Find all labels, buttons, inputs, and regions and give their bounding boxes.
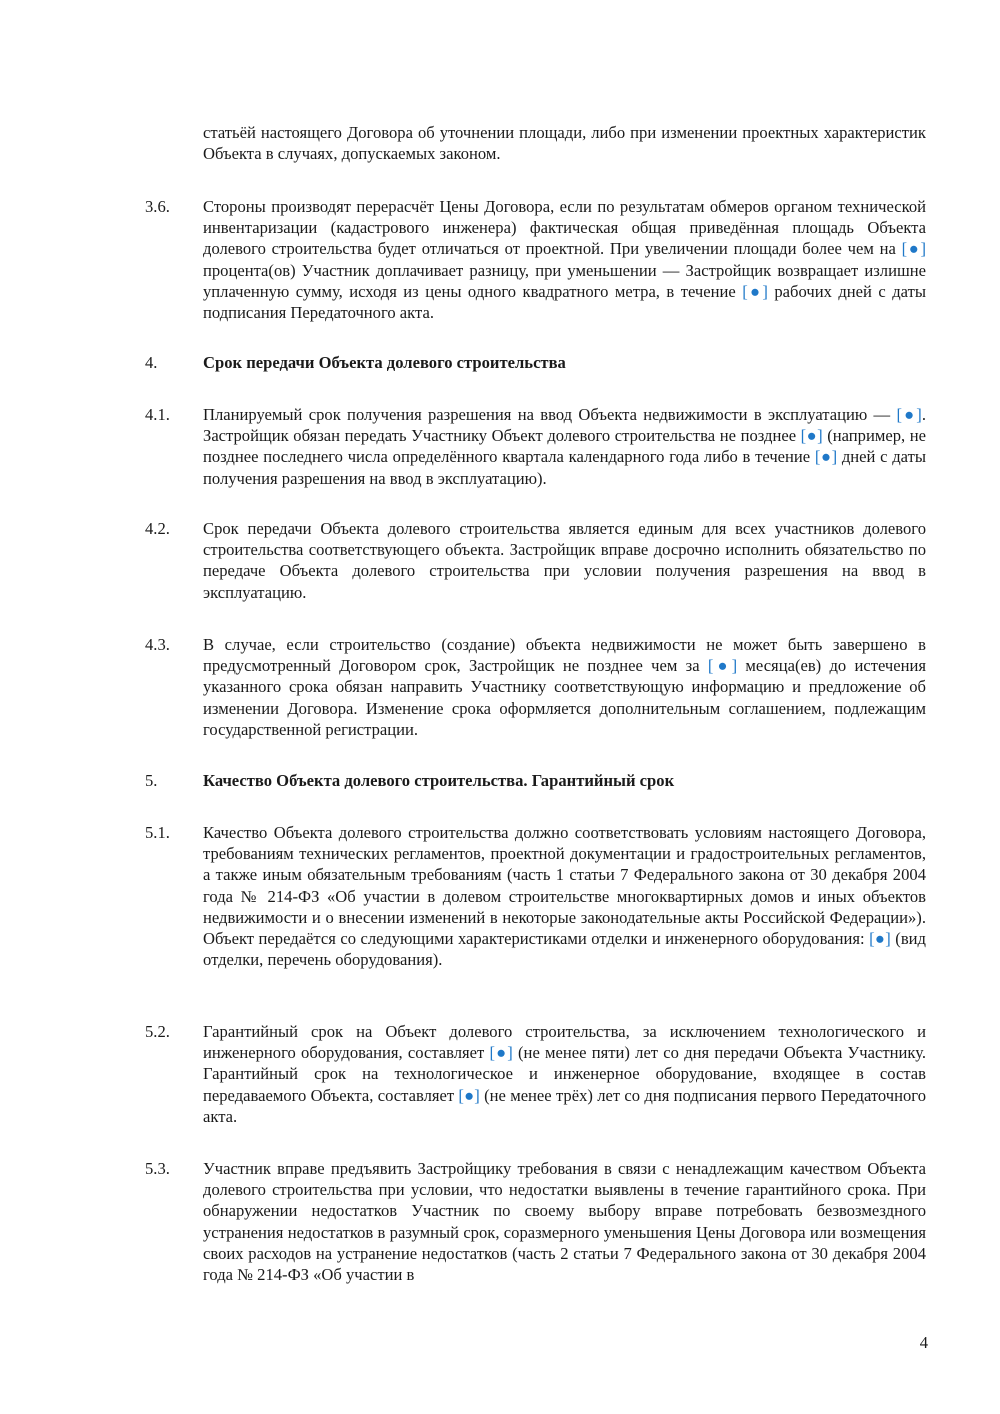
clause-5-1 <box>145 822 926 970</box>
placeholder-marker: [●] <box>814 447 838 467</box>
clause-text <box>203 1021 926 1127</box>
text-span: рабочих дней с даты подписания Передаточного акта. <box>203 281 926 323</box>
text-span: Качество Объекта долевого строительства должно соответствовать условиям настоящего Договора, требованиям технических регламентов, проектной документации и градостроительных регламентов, а также иным обязательным требованиям (часть 1 статьи 7 Федерального закона от 30 декабря 2004 года № 214-ФЗ «Об участии в долевом строительстве многоквартирных домов и иных объектов недвижимости и о внесении изменений в некоторые законодательные акты Российской Федерации»). Объект передаётся со следующими характеристиками отделки и инженерного оборудования: <box>203 823 926 949</box>
clause-number: 4.3. <box>145 635 170 654</box>
placeholder-marker: [●] <box>489 1043 513 1063</box>
clause-3-6 <box>145 196 926 323</box>
placeholder-marker: [●] <box>869 929 891 949</box>
placeholder-marker: [●] <box>901 239 926 259</box>
text-span: В случае, если строительство (создание) объекта недвижимости не может быть завершено в предусмотренный Договором срок, Застройщик не позднее чем за <box>203 635 926 676</box>
clause-text: Участник вправе предъявить Застройщику требования в связи с ненадлежащим качеством Объекта долевого строительства при условии, что недостатки выявлены в течение гарантийного срока. При обнаружении недостатков Участник по своему выбору вправе потребовать безвозмездного устранения недостатков в разумный срок, соразмерного уменьшения Цены Договора или возмещения своих расходов на устранение недостатков (часть 2 статьи 7 Федерального закона от 30 декабря 2004 года № 214-ФЗ «Об участии в <box>203 1159 926 1285</box>
text-span: (например, не позднее последнего числа определённого квартала календарного года либо в течение <box>203 426 926 467</box>
section-title: Срок передачи Объекта долевого строительства <box>203 353 566 372</box>
text-span: (не менее трёх) лет со дня подписания первого Передаточного акта. <box>203 1085 926 1126</box>
clause-text <box>203 822 926 970</box>
section-number: 5. <box>145 771 158 790</box>
clause-number: 4.2. <box>145 519 170 538</box>
clause-number: 5.2. <box>145 1022 170 1041</box>
text-span: месяца(ев) до истечения указанного срока обязан направить Участнику соответствующую информацию и предложение об изменении Договора. Изменение срока оформляется дополнительным соглашением, подлежащим государственной регистрации. <box>203 656 927 739</box>
clause-4-3 <box>145 634 926 740</box>
placeholder-marker: [●] <box>800 426 823 446</box>
text-span: Гарантийный срок на Объект долевого строительства, за исключением технологического и инженерного оборудования, составляет <box>203 1022 926 1063</box>
clause-4-2 <box>145 518 926 603</box>
page-number: 4 <box>919 1333 928 1352</box>
continuation-paragraph: статьёй настоящего Договора об уточнении площади, либо при изменении проектных характеристик Объекта в случаях, допускаемых законом. <box>203 123 926 164</box>
section-4-heading <box>145 352 926 373</box>
placeholder-marker: [●] <box>458 1085 480 1105</box>
text-span: (не менее пяти) лет со дня передачи Объекта Участнику. Гарантийный срок на технологическое и инженерное оборудование, входящее в состав передаваемого Объекта, составляет <box>203 1043 926 1105</box>
clause-text <box>203 404 926 489</box>
placeholder-marker: [●] <box>742 281 768 301</box>
clause-text: Срок передачи Объекта долевого строительства является единым для всех участников долевого строительства соответствующего объекта. Застройщик вправе досрочно исполнить обязательство по передаче Объекта долевого строительства при условии получения разрешения на ввод в эксплуатацию. <box>203 519 926 602</box>
section-5-heading <box>145 770 926 791</box>
text-span: . Застройщик обязан передать Участнику Объект долевого строительства не позднее <box>203 405 926 446</box>
clause-text <box>203 196 926 323</box>
clause-number: 3.6. <box>145 197 170 216</box>
placeholder-marker: [●] <box>707 656 738 676</box>
clause-5-2 <box>145 1021 926 1127</box>
section-title: Качество Объекта долевого строительства. Гарантийный срок <box>203 771 675 790</box>
text-span: Планируемый срок получения разрешения на ввод Объекта недвижимости в эксплуатацию — <box>203 405 897 424</box>
clause-5-3 <box>145 1158 926 1285</box>
placeholder-marker: [●] <box>896 405 922 424</box>
clause-4-1 <box>145 404 926 489</box>
clause-number: 5.1. <box>145 823 170 842</box>
text-span: Стороны производят перерасчёт Цены Договора, если по результатам обмеров органом технической инвентаризации (кадастрового инженера) фактическая общая приведённая площадь Объекта долевого строительства будет отличаться от проектной. При увеличении площади более чем на <box>203 197 926 259</box>
clause-text <box>203 634 926 740</box>
clause-number: 4.1. <box>145 405 170 424</box>
section-number: 4. <box>145 353 158 372</box>
text-span: (вид отделки, перечень оборудования). <box>203 929 926 970</box>
text-span: процента(ов) Участник доплачивает разницу, при уменьшении — Застройщик возвращает излишне уплаченную сумму, исходя из цены одного квадратного метра, в течение <box>203 260 926 301</box>
clause-number: 5.3. <box>145 1159 170 1178</box>
text-span: дней с даты получения разрешения на ввод в эксплуатацию). <box>203 447 926 488</box>
